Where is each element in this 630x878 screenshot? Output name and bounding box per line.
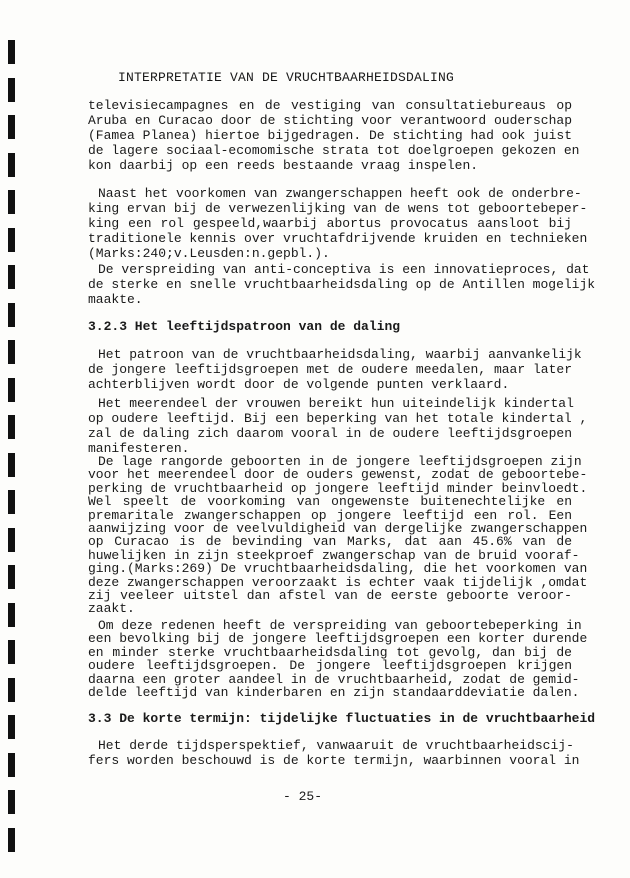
binding-hole [8,378,15,402]
binding-hole [8,828,15,852]
paragraph-8 [88,738,580,768]
text-line: aanwijzing voor de veelvuldigheid van dergelijke zwangerschappen [88,521,588,537]
text-line: De lage rangorde geboorten in de jongere leeftijdsgroepen zijn [98,454,582,469]
text-line: huwelijken in zijn steekproef zwangerschap van de bruid vooraf- [88,547,580,563]
text-line: manifesteren. [88,441,190,456]
section-heading-3-2-3 [88,319,572,334]
paragraph-1 [88,98,580,173]
text-line: Om deze redenen heeft de verspreiding van geboortebeperking in [98,618,582,633]
text-line: op oudere leeftijd. Bij een beperking van het totale kindertal , [88,411,588,426]
text-line: 3.3 De korte termijn: tijdelijke fluctuaties in de vruchtbaarheid [88,711,596,726]
section-heading-3-3 [88,711,596,726]
text-line: Het derde tijdsperspektief, vanwaaruit de vruchtbaarheidscij- [98,738,574,753]
text-line: zij veeleer uitstel dan afstel van de eerste geboorte veroor- [88,588,572,604]
binding-hole [8,340,15,364]
binding-hole [8,265,15,289]
text-line: Aruba en Curacao door de stichting voor verantwoord ouderschap [88,113,572,128]
binding-hole [8,40,15,64]
binding-hole [8,753,15,777]
binding-hole [8,453,15,477]
text-line: zaakt. [88,601,135,617]
binding-hole [8,565,15,589]
text-line: 3.2.3 Het leeftijdspatroon van de daling [88,319,401,334]
binding-hole [8,790,15,814]
binding-hole [8,153,15,177]
text-line: achterblijven wordt door de volgende punten verklaard. [88,377,510,392]
text-line: voor het meerendeel door de ouders gewenst, zodat de geboortebe- [88,467,588,483]
text-line: Wel speelt de voorkoming van ongewenste buitenechtelijke en [88,494,572,510]
paragraph-3 [88,262,596,307]
text-line: fers worden beschouwd is de korte termijn, waarbinnen vooral in [88,753,580,768]
binding-hole [8,640,15,664]
text-line: daarna een groter aandeel in de vruchtbaarheid, zodat de gemid- [88,671,580,687]
text-line: (Famea Planea) hiertoe bijgedragen. De stichting had ook juist [88,128,572,143]
text-line: traditionele kennis over vruchtafdrijvende kruiden en technieken [88,231,588,246]
text-line: een bevolking bij de jongere leeftijdsgroepen een korter durende [88,631,588,647]
text-line: premaritale zwangerschappen op jongere leeftijd een rol. Een [88,507,572,523]
text-line: deze zwangerschappen veroorzaakt is echter vaak tijdelijk ,omdat [88,574,588,590]
text-line: de jongere leeftijdsgroepen met de oudere meedalen, maar later [88,362,572,377]
text-line: op Curacao is de bevinding van Marks, dat aan 45.6% van de [88,534,572,550]
binding-hole [8,603,15,627]
page-number: - 25- [283,789,323,804]
binding-hole [8,490,15,514]
text-line: maakte. [88,292,143,307]
text-line: (Marks:240;v.Leusden:n.gepbl.). [88,246,330,261]
paragraph-2 [88,186,588,261]
text-line: king een rol gespeeld,waarbij abortus provocatus aansloot bij [88,216,572,231]
binding-hole [8,190,15,214]
binding-hole [8,528,15,552]
text-line: de sterke en snelle vruchtbaarheidsdaling op de Antillen mogelijk [88,277,596,292]
text-line: de lagere sociaal-ecomomische strata tot doelgroepen gekozen en [88,143,580,158]
binding-hole [8,678,15,702]
text-line: De verspreiding van anti-conceptiva is een innovatieproces, dat [98,262,590,277]
text-line: Naast het voorkomen van zwangerschappen heeft ook de onderbre- [98,186,582,201]
text-line: delde leeftijd van kinderbaren en zijn standaarddeviatie dalen. [88,685,580,701]
binding-hole [8,115,15,139]
text-line: Het patroon van de vruchtbaarheidsdaling, waarbij aanvankelijk [98,347,582,362]
text-line: kon daarbij op een reeds bestaande vraag inspelen. [88,158,479,173]
binding-hole [8,415,15,439]
text-line: king ervan bij de verwezenlijking van de wens tot geboortebeper- [88,201,588,216]
binding-hole [8,303,15,327]
binding-hole [8,228,15,252]
paragraph-7 [88,618,588,701]
paragraph-4 [88,347,582,392]
paragraph-6 [88,454,588,617]
text-line: zal de daling zich daarom vooral in de oudere leeftijdsgroepen [88,426,572,441]
paragraph-5 [88,396,588,456]
binding-holes [8,0,16,878]
binding-hole [8,78,15,102]
running-title: INTERPRETATIE VAN DE VRUCHTBAARHEIDSDALING [118,70,455,85]
text-line: ging.(Marks:269) De vruchtbaarheidsdaling, die het voorkomen van [88,561,588,577]
text-line: oudere leeftijdsgroepen. De jongere leeftijdsgroepen krijgen [88,658,572,674]
text-line: en minder sterke vruchtbaarheidsdaling tot gevolg, dan bij de [88,644,572,660]
text-line: televisiecampagnes en de vestiging van consultatiebureaus op [88,98,572,113]
binding-hole [8,715,15,739]
text-line: perking de vruchtbaarheid op jongere leeftijd minder beinvloedt. [88,480,588,496]
text-line: Het meerendeel der vrouwen bereikt hun uiteindelijk kindertal [98,396,574,411]
